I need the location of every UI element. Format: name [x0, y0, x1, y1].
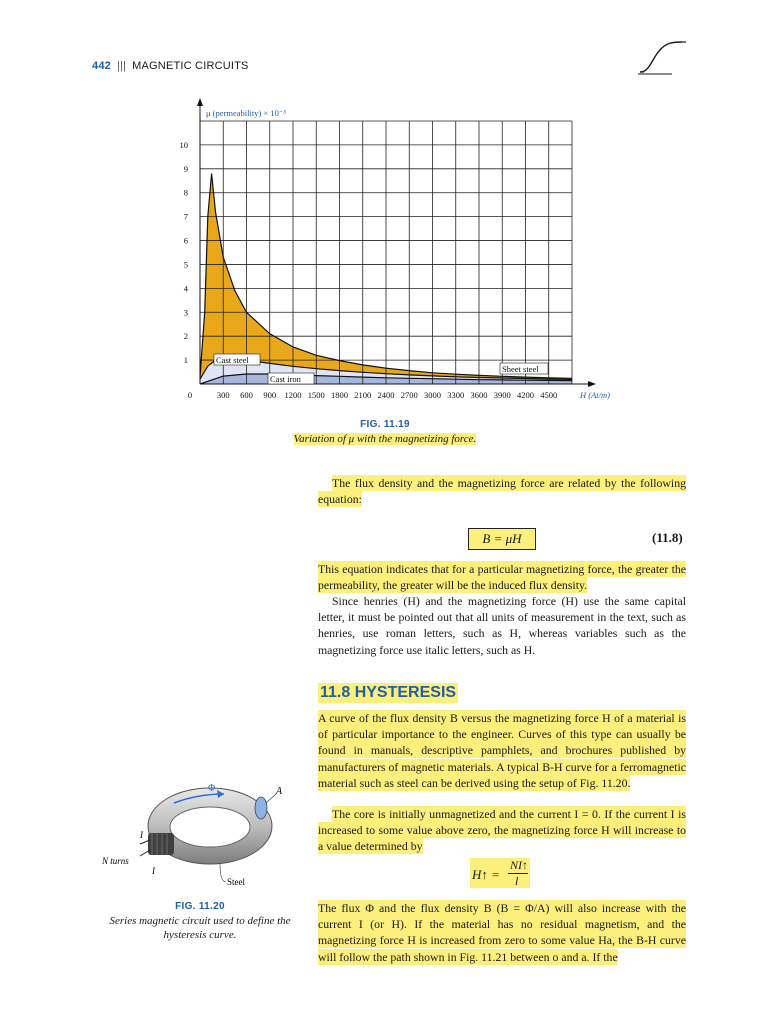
x-axis-arrow — [588, 381, 596, 387]
chart-labels — [180, 108, 611, 400]
y-tick-label: 3 — [183, 307, 188, 318]
equation-numerator: NI↑ — [510, 858, 528, 872]
x-tick-label: 1800 — [331, 390, 348, 400]
equation-number: (11.8) — [652, 530, 683, 545]
y-tick-label: 1 — [183, 355, 188, 366]
coil-winding — [148, 833, 174, 855]
equation-11-8: B = μH — [468, 528, 536, 550]
x-tick-label: 2100 — [354, 390, 372, 400]
origin-label: 0 — [187, 390, 193, 400]
current-label-top: I — [140, 830, 143, 840]
y-tick-label: 2 — [183, 331, 188, 342]
equation-lhs: H↑ = — [472, 867, 500, 882]
figure-11-20-caption — [100, 900, 300, 942]
area-label: A — [276, 786, 283, 797]
x-tick-label: 600 — [240, 390, 253, 400]
paragraph-flux-increase — [318, 900, 686, 965]
area-leader — [266, 794, 276, 803]
figure-11-19-caption — [280, 418, 490, 446]
y-tick-label: 9 — [183, 163, 188, 174]
x-tick-label: 2400 — [377, 390, 395, 400]
steel-leader — [220, 864, 226, 882]
figure-caption-text: Variation of μ with the magnetizing force. — [293, 433, 477, 445]
paragraph-text: A curve of the flux density B versus the magnetizing force H of a material is of particular importance to the engineer. Curves of this type can usually be found in manuals, descriptive pamphlets, and brochures published by manufacturers of magnetic materials. A typical B-H curve for a ferromagnetic material such as steel can be derived using the setup of Fig. 11.20. — [318, 711, 686, 790]
paragraph-core-unmagnetized — [318, 806, 686, 855]
x-tick-label: 3900 — [493, 390, 511, 400]
permeability-chart — [0, 0, 768, 420]
x-axis-label: H (At/m) — [580, 390, 610, 400]
x-tick-label: 1200 — [284, 390, 302, 400]
paragraph-text: Since henries (H) and the magnetizing force (H) use the same capital letter, it must be pointed out that all units of measurement in the text, such as henries, use roman letters, such as H, whereas variables such as the magnetizing force use italic letters, such as H. — [318, 594, 686, 657]
y-tick-label: 7 — [183, 211, 188, 222]
current-label-bottom: I — [152, 866, 155, 876]
separator: ||| — [116, 60, 127, 72]
paragraph-equation-meaning — [318, 561, 686, 593]
x-tick-label: 2700 — [400, 390, 418, 400]
x-tick-label: 900 — [263, 390, 277, 400]
flux-label: Φ — [208, 783, 216, 794]
x-tick-label: 3300 — [447, 390, 465, 400]
cross-section-area — [255, 797, 267, 819]
x-tick-label: 3600 — [470, 390, 488, 400]
turns-label: N turns — [102, 856, 129, 866]
x-tick-label: 300 — [216, 390, 230, 400]
y-tick-label: 8 — [183, 187, 188, 198]
x-tick-label: 1500 — [307, 390, 325, 400]
series-label-cast-iron: Cast iron — [270, 374, 301, 384]
y-tick-label: 6 — [183, 235, 188, 246]
paragraph-text: The core is initially unmagnetized and the current I = 0. If the current I is increased to some value above zero, the magnetizing force H will increase to a value determined by — [318, 807, 686, 854]
paragraph-flux-intro — [318, 475, 686, 507]
figure-number: FIG. 11.19 — [360, 419, 410, 430]
y-tick-label: 10 — [179, 139, 188, 150]
paragraph-henries-note — [318, 593, 686, 658]
section-heading: 11.8 HYSTERESIS — [320, 684, 457, 701]
figure-caption-text: Series magnetic circuit used to define the hysteresis curve. — [109, 915, 291, 941]
y-axis-label: μ (permeability) × 10⁻³ — [206, 108, 286, 118]
x-tick-label: 4500 — [540, 390, 558, 400]
y-axis-arrow — [197, 98, 203, 106]
equation-h — [470, 858, 530, 888]
paragraph-text: The flux Φ and the flux density B (B = Φ/A) will also increase with the current I (or H). If the material has no residual magnetism, and the magnetizing force H is increased from zero to some value Ha, the B-H curve will follow the path shown in Fig. 11.21 between o and a. If the — [318, 901, 686, 964]
chapter-title: MAGNETIC CIRCUITS — [132, 60, 249, 72]
paragraph-text: This equation indicates that for a particular magnetizing force, the greater the permeability, the greater will be the induced flux density. — [318, 562, 686, 593]
series-label-cast-steel: Cast steel — [216, 355, 249, 365]
toroid-figure — [100, 778, 300, 896]
paragraph-text: The flux density and the magnetizing force are related by the following equation: — [318, 476, 686, 507]
y-tick-label: 4 — [183, 283, 188, 294]
equation-denominator: l — [515, 874, 519, 888]
paragraph-bh-curve — [318, 710, 686, 791]
page-number: 442 — [92, 60, 111, 72]
x-tick-label: 4200 — [517, 390, 534, 400]
steel-label: Steel — [227, 877, 245, 887]
x-tick-label: 3000 — [424, 390, 441, 400]
series-label-sheet-steel: Sheet steel — [502, 364, 539, 374]
figure-number: FIG. 11.20 — [175, 901, 225, 912]
y-tick-label: 5 — [183, 259, 188, 270]
core-hole — [170, 807, 250, 847]
